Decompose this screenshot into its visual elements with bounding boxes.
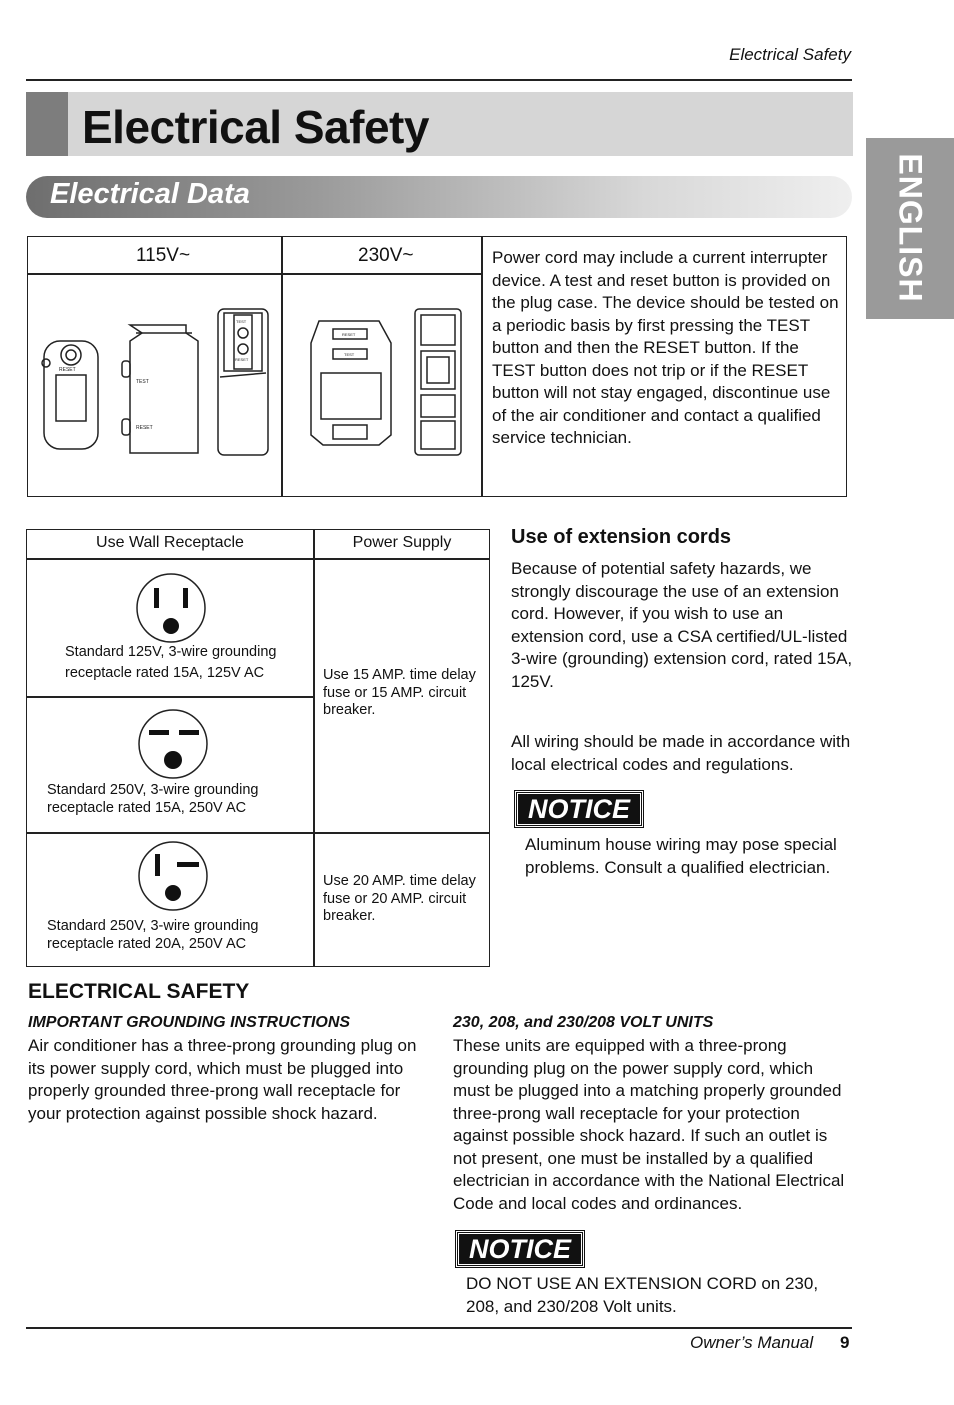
notice-text-1: Aluminum house wiring may pose special problems. Consult a qualified electrician. bbox=[525, 835, 837, 877]
supply-15a-text: Use 15 AMP. time delay fuse or 15 AMP. circuit breaker. bbox=[323, 667, 476, 718]
plug-230-illustrations bbox=[293, 303, 478, 463]
plug-230-a-reset-label: RESET bbox=[342, 332, 356, 337]
header-rule bbox=[26, 79, 852, 81]
receptacle-header: Use Wall Receptacle bbox=[96, 534, 244, 551]
supply-20a-text: Use 20 AMP. time delay fuse or 20 AMP. circuit breaker. bbox=[323, 873, 476, 924]
notice-badge-2: NOTICE bbox=[456, 1231, 584, 1267]
language-tab-label: ENGLISH bbox=[892, 153, 929, 303]
row2-desc-line2: receptacle rated 15A, 250V AC bbox=[47, 800, 247, 816]
power-supply-header: Power Supply bbox=[352, 534, 452, 551]
row2-desc-line1: Standard 250V, 3-wire grounding bbox=[47, 782, 259, 798]
volt-units-text: These units are equipped with a three-prong grounding plug on the power supply cord, which must be plugged into a matching properly grounded three-prong wall receptacle for your protection against possible shock hazard. If such an outlet is not present, one must be installed by a qualified electrician in accordance with the National Electrical Code and local codes and ordinances. bbox=[453, 1036, 845, 1213]
outlet-125v-icon bbox=[135, 572, 207, 644]
plug-table bbox=[27, 236, 847, 497]
plug-115-e-reset-label: RESET bbox=[235, 357, 249, 362]
outlet-250v-15a-icon bbox=[137, 708, 209, 780]
plug-115-large-icon bbox=[122, 325, 198, 453]
safety-heading: ELECTRICAL SAFETY bbox=[28, 980, 250, 1003]
running-header: Electrical Safety bbox=[729, 45, 851, 64]
plug-115-tall-icon bbox=[218, 309, 268, 455]
row1-desc-line2: receptacle rated 15A, 125V AC bbox=[65, 665, 265, 681]
row3-desc-line2: receptacle rated 20A, 250V AC bbox=[47, 936, 247, 952]
plug-115-illustrations bbox=[38, 303, 278, 463]
grounding-subheading: IMPORTANT GROUNDING INSTRUCTIONS bbox=[28, 1014, 351, 1031]
extension-heading: Use of extension cords bbox=[511, 526, 732, 548]
grounding-text: Air conditioner has a three-prong grounding plug on its power supply cord, which must be plugged into properly grounded three-prong wall receptacle for your protection against possible shock hazard. bbox=[28, 1036, 417, 1123]
footer-manual: Owner’s Manual bbox=[690, 1333, 814, 1352]
voltage-115-label: 115V~ bbox=[136, 245, 191, 266]
plug-230-tall-icon bbox=[415, 309, 461, 455]
page-number: 9 bbox=[840, 1333, 850, 1352]
plug-230-b-test-label: TEST bbox=[344, 352, 355, 357]
volt-units-subheading: 230, 208, and 230/208 VOLT UNITS bbox=[453, 1014, 714, 1031]
voltage-230-label: 230V~ bbox=[358, 245, 414, 266]
plug-115-small-icon bbox=[42, 341, 98, 449]
outlet-250v-20a-icon bbox=[137, 840, 209, 912]
plug-description: Power cord may include a current interrupter device. A test and reset button is provided on the plug case. The device should be tested on a periodic basis by first pressing the TEST button and then the RESET button. If the TEST button does not trip or if the RESET button will not stay engaged, discontinue use of the air conditioner and contact a qualified service technician. bbox=[492, 248, 839, 447]
receptacle-table bbox=[26, 529, 490, 967]
extension-para1: Because of potential safety hazards, we strongly discourage the use of an extension cord. However, if you wish to use an extension cord, use a CSA certified/UL-listed 3-wire (grounding) extension cord, rated 15A, 125V. bbox=[511, 559, 853, 691]
row1-desc-line1: Standard 125V, 3-wire grounding bbox=[65, 644, 277, 660]
page-title: Electrical Safety bbox=[82, 101, 429, 153]
notice-text-2: DO NOT USE AN EXTENSION CORD on 230, 208, and 230/208 Volt units. bbox=[466, 1274, 819, 1316]
extension-para2: All wiring should be made in accordance with local electrical codes and regulations. bbox=[511, 732, 851, 774]
plug-115-d-test-label: TEST bbox=[236, 319, 247, 324]
footer-rule bbox=[26, 1327, 852, 1329]
plug-115-c-reset-label: RESET bbox=[136, 425, 153, 431]
plug-115-b-test-label: TEST bbox=[136, 379, 149, 385]
plug-230-wide-icon bbox=[311, 321, 391, 445]
plug-115-a-reset-label: RESET bbox=[59, 367, 76, 373]
section-title: Electrical Data bbox=[50, 178, 250, 210]
language-tab bbox=[866, 138, 954, 319]
title-accent bbox=[26, 92, 68, 156]
notice-badge-1: NOTICE bbox=[515, 791, 643, 827]
row3-desc-line1: Standard 250V, 3-wire grounding bbox=[47, 918, 259, 934]
